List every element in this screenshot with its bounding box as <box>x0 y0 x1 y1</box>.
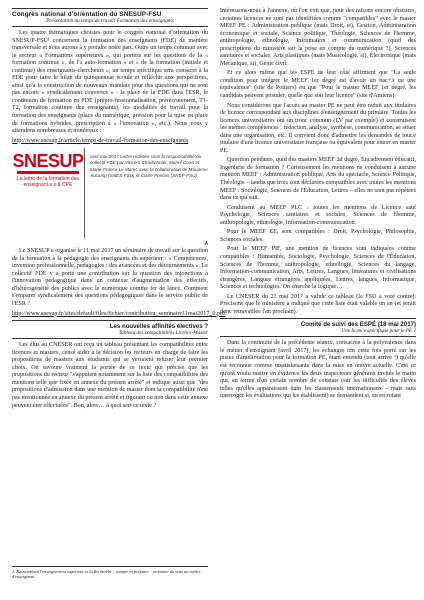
paragraph-espe: Et ce alors même que les ESPE de leur côté affirment que "La seule condition pour intégrer le MEEF 1er degré est d'avoir un bac+3 ou une équivalence" (site de Poitiers) ou que "Pour le master MEEF 1er degré, les candidats peuvent postuler, quelle que soit leur licence" (site d'Amiens). <box>220 70 416 100</box>
link-contribution[interactable] <box>12 310 226 319</box>
paragraph-annexe: Intéressons-nous à l'annexe, où l'on voit que, pour des raisons encore obscures, certaines licences ne sont pas identifiées comme "compatibles" avec le master MEEF PE : Administration publique (mais Droit, si), Gestion, Administration économique et sociale, Science politique, Théologie, Sciences de l'homme, anthropologie, ethnologie, Information et communication (quid des prescriptions du ministère sur la prise en compte du numérique ?), Sciences sanitaires et sociales, Arts plastiques (mais Musicologie, si), Électronique (mais Mécanique, si), Génie civil. <box>220 8 416 67</box>
credits-caption: avril-mai 2017 Lettre réalisée sous la responsabilité du collectif FDE par Vincent Charbonnier, Muriel Coret et Marie-France Le Marec avec la collaboration de Marianne Aucamp (SNES-FSU) et Claire Pontais (SNEP-FSU) <box>90 154 208 178</box>
link-temps-de-travail[interactable] <box>12 138 208 146</box>
paragraph-continuite: Dans la continuité de la précédente séance, consacrée à la polyvalence dans le métier d'enseignant (avril 2017), les échanges ont cette fois porté sur les pistes d'amélioration pour la formation PE, étant entendu (tout arrive !) qu'elle est reconnue comme insatisfaisante dans la mise en œuvre actuelle. C'est ce qu'ont voulu mettre en évidence les deux inspecteurs généraux invités le matin qui, au terme d'un certain nombre de constats (sur les difficultés des élèves telles qu'elles apparaissent dans les classements internationaux – mais sans interroger les évaluations qui les établissent) se demandent si, en recrutant <box>220 340 416 400</box>
section-title-affinites: Les nouvelles affinités électives ? <box>12 320 208 330</box>
paragraph-congres: Les quatre thématiques choisies pour le congrès national d'orientation du SNESUP-FSU¹ concernent la formation des enseignants (FDE) de manière transversale et nous aurons à y prendre notre part. Outre un temps commun avec le secteur « Formations supérieures », qui portera sur les questions de la « formation continue », de l'« auto-formation » et « de la formation (initiale et continue) des enseignants-chercheurs », un temps spécifique sera consacré à la FDE pour faire le bilan du quinquennat écoulé et réfléchir aux perspectives, ainsi qu'à la construction de nouveaux mandats pour des questions qui ne sont pas encore « syndicalement couvertes » : la place de la FDE dans l'ESR, le continuum de formation en FDE (prépro-fessionnalisation, prérecrutement, T1-T2, formation continue des enseignants), les modalités de travail pour la formation des enseignants (place du numérique, pression pour la mise en place de formations hybrides, prescription à « l'innovation », etc.). Nous vous y attendons nombreuses et nombreux : <box>12 30 208 135</box>
paragraph-acces-master: Nous considérons que l'accès au master PE ne peut être réduit aux titulaires de licence correspondant aux disciplines d'enseignement du primaire. Toutes les licences universitaires ont un tronc commun (LV par exemple) et construisent les mêmes compétences : rédaction, analyse, synthèse, communication, se situer dans une organisation, etc. Il convient donc d'admettre les demandes de tout.e titulaire d'une licence universitaire française ou équivalent pour entrer en master PE. <box>220 102 416 154</box>
logo-bar <box>17 171 79 174</box>
snesup-logo <box>12 148 85 238</box>
footnote: 1. Rassemblant l'enseignement supérieur et la Recherche ; rompre et préparer : redonner du sens au métier d'enseignant. <box>12 566 208 580</box>
right-column <box>220 8 416 403</box>
logo-mark: SNESUP <box>12 151 84 172</box>
paragraph-seminaire: Le SNESUP a organisé le 11 mai 2017 un séminaire de travail sur la question de la formation à la pédagogie des enseignants du supérieur : « Compétences, invention professionnelle, pédagogies : des avancées et des détournements ». Le collectif FDE y a porté une contribution sur la question des injonctions à l'innovation pédagogique dans un contexte d'augmentation des effectifs, d'hétérogénéité des publics avec le numérique comme fer de lance. Comment s'emparer syndicalement des questions pédagogiques dans le service public de l'ESR ? <box>12 248 208 308</box>
section-subtitle: Présentation du temps de travail Formation des enseignants <box>12 18 208 27</box>
newsletter-banner <box>12 148 208 238</box>
section-title: Congrès national d'orientation du SNESUP-FSU <box>12 11 162 18</box>
section-marker: A <box>204 241 208 248</box>
section-subtitle-tableau: Tableau des compatibilités Licence-Master <box>12 330 208 339</box>
paragraph-cneser-vote: Le CNESER du 23 mai 2017 a validé ce tableau (la FSU a voté contre). Précisons que le ministère a indiqué que cette liste était valable un an (et serait donc retravaillée l'an prochain). <box>220 293 416 315</box>
paragraph-plc: Conduisent au MEEF PLC : toutes les mentions de Licence sauf Psychologie, Sciences sanitaires et sociales, Sciences de l'homme, anthropologie, ethnologie, Information-communication. <box>220 204 416 226</box>
link-text[interactable]: http://www.snesup.fr/article/temps-de-travail-formation-des-enseignants <box>12 137 189 144</box>
paragraph-question: Question pendante, quid des masters MEEF 2d degré, Encadrement éducatif, Ingénierie de formation ? Curieusement les mentions ne conduisent à aucune mention MEEF : Administration publique, Arts du spectacle, Science Politique, Théologie – tandis que trois sont déclarées compatibles avec toutes les mentions MEEF : Sociologie, Sciences de l'Éducation, Lettres – elles ne sont pas répétées dans ce qui suit. <box>220 157 416 202</box>
section-title-comite: Comité de suivi des ESPÉ (18 mai 2017) <box>220 318 416 328</box>
paragraph-ee: Pour le MEEF EE, sont compatibles : Droit, Psychologie, Philosophie, Sciences sociales. <box>220 229 416 243</box>
link-text[interactable]: http://www.snesup.fr/sites/default/files/fichier/contribution_seminaire11mai2017_0.pdf <box>12 310 226 317</box>
logo-text: La lettre de la formation des enseignant.e.s & CPE <box>17 176 79 189</box>
paragraph-cneser: Les élus au CNESER ont reçu un tableau présentant les compatibilités entre licences et masters, censé aider à la décision les recteurs en charge de faire les propositions de masters aux étudiants qui se verraient refuser leur premier choix. On savoure vraiment la portée de ce texte qui précise que les propositions du recteur "s'appuient notamment sur la liste des compatibilités des mentions telle que fixée en annexe du présent arrêté" et indique aussi que "des propositions d'admission dans une mention de master dont la compatibilité n'est pas mentionnée en annexe du présent arrêté et figurant ou non dans cette annexe peuvent être effectuées". Bon, alors… à quoi sert ce texte ? <box>12 342 208 409</box>
paragraph-pif: Pour le MEEF PIF, une mention de licences sont indiquées comme compatibles : Humanités, Sociologie, Psychologie, Sciences de l'Éducation, Sciences de l'homme, anthropologie, ethnologie, Sciences du langage, Information-communication, Arts, Lettres, Langues, littératures et civilisations étrangères, Langues étrangères appliquées, Lettres, langues, Informatique, Sciences et technologies. On cherche la logique… <box>220 246 416 291</box>
section-subtitle-licence: Une licence spécifique pour le PE ? <box>220 328 416 337</box>
left-column <box>12 8 226 412</box>
